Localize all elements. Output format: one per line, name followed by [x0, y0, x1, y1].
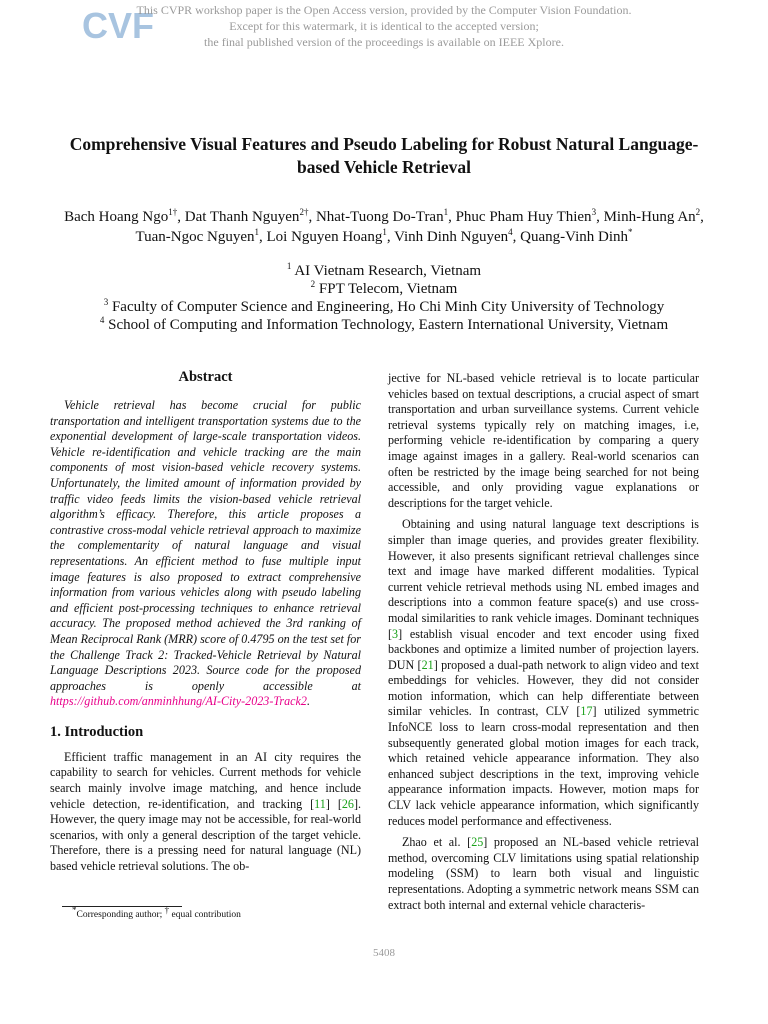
affiliation-mark: 4 — [99, 315, 105, 325]
author-affiliation-mark: * — [628, 227, 633, 237]
affiliation-text: School of Computing and Information Technology, Eastern International University, Vietnam — [108, 317, 669, 333]
citation-link[interactable]: 11 — [314, 796, 326, 811]
body-paragraph — [388, 517, 699, 829]
author-separator: , — [596, 209, 604, 225]
abstract-body — [50, 398, 361, 710]
author-name: Dat Thanh Nguyen — [184, 209, 300, 225]
source-code-link[interactable]: https://github.com/anminhhung/AI-City-2023-Track2 — [50, 694, 307, 709]
footnote-text: equal contribution — [169, 910, 241, 920]
citation-link[interactable]: 21 — [421, 657, 434, 672]
paper-title: Comprehensive Visual Features and Pseudo Labeling for Robust Natural Language-based Vehicle Retrieval — [69, 134, 699, 177]
author-affiliation-mark: 1 — [254, 227, 260, 237]
author-name: Vinh Dinh Nguyen — [394, 229, 509, 245]
watermark-line: This CVPR workshop paper is the Open Access version, provided by the Computer Vision Foundation. — [136, 3, 632, 17]
author-affiliation-mark: 2 — [695, 207, 701, 217]
author-affiliation-mark: 1† — [168, 207, 178, 217]
author-separator: , — [700, 209, 704, 225]
affiliation-line — [60, 262, 708, 280]
body-text: ] utilized symmetric InfoNCE loss to learn cross-modal representation and then subsequently generated global motion images for each track, which retained vehicle appearance information. They also enhanced subject descriptions in the text, improving vehicle appearance information impacts. However, motion maps for CLV lack vehicle appearance information, which significantly reduces model performance and effectiveness. — [388, 704, 699, 828]
watermark — [0, 2, 768, 50]
author-affiliation-mark: 1 — [443, 207, 449, 217]
author-name: Phuc Pham Huy Thien — [455, 209, 592, 225]
right-column — [388, 371, 699, 919]
body-text: Obtaining and using natural language text descriptions is simpler than image queries, and provides greater flexibility. However, it also presents significant retrieval challenges since text and image have marked different modalities. Typical current vehicle retrieval methods using NL embed images and descriptions into a common feature space(s) and use cross-modal similarities to rank vehicle images. Dominant techniques [ — [388, 517, 699, 641]
affiliation-text: FPT Telecom, Vietnam — [318, 281, 458, 297]
author-separator: , — [512, 229, 521, 245]
affiliation-text: Faculty of Computer Science and Engineering, Ho Chi Minh City University of Technology — [111, 299, 665, 315]
author-name: Minh-Hung An — [603, 209, 696, 225]
citation-link[interactable]: 3 — [392, 626, 399, 641]
author-separator: , — [259, 229, 267, 245]
affiliation-text: AI Vietnam Research, Vietnam — [294, 263, 482, 279]
affiliation-mark: 1 — [286, 261, 292, 271]
citation-link[interactable]: 17 — [580, 704, 593, 719]
footnote-mark: * — [72, 904, 77, 915]
footnote — [72, 904, 241, 921]
abstract-end: . — [306, 694, 310, 709]
section-heading-introduction: 1. Introduction — [50, 723, 144, 740]
author-affiliation-mark: 3 — [591, 207, 597, 217]
author-name: Tuan-Ngoc Nguyen — [135, 229, 255, 245]
author-separator: , — [448, 209, 456, 225]
citation-link[interactable]: 25 — [471, 835, 484, 850]
watermark-line: Except for this watermark, it is identical to the accepted version; — [229, 19, 539, 33]
cvf-logo-text: CVF — [82, 5, 154, 46]
body-text: ] establish visual encoder and text encoder using fixed backbones and optimize a limited number of projection layers. DUN [ — [388, 626, 699, 672]
watermark-line: the final published version of the proceedings is available on IEEE Xplore. — [204, 35, 564, 49]
body-text: ] proposed a dual-path network to align video and text embeddings for vehicles. However, they did not consider motion information, which can help differentiate between similar vehicles. In contrast, CLV [ — [388, 657, 699, 719]
affiliation-line — [60, 280, 708, 298]
intro-text: Efficient traffic management in an AI city requires the capability to search for vehicles. Current methods for vehicle search mainly involve image matching, and hence include vehicle detection, re-identification, and tracking [ — [50, 749, 361, 811]
author-separator: , — [386, 229, 395, 245]
affiliation-line — [60, 316, 708, 334]
abstract-heading: Abstract — [178, 369, 233, 385]
body-text: Zhao et al. [ — [402, 835, 472, 850]
body-paragraph: jective for NL-based vehicle retrieval is to locate particular vehicles based on textual descriptions, a crucial aspect of smart transportation and urban surveillance systems. Current vehicle retrieval systems typically rely on matching images, i.e, performing vehicle re-identification by comparing a query image against images in a gallery. Real-world scenarios can often be restricted by the image being searched for not being accessible, and only providing vague explanations or descriptions for the target vehicle. — [388, 371, 699, 510]
intro-text: ]. However, the query image may not be accessible, for real-world scenarios, with only a general description of the target vehicle. Therefore, there is a pressing need for natural language (NL) based vehicle retrieval solutions. The ob- — [50, 796, 362, 874]
page-number: 5408 — [373, 947, 395, 959]
body-text: ] proposed an NL-based vehicle retrieval method, overcoming CLV limitations using spatial relationship modeling (SSM) to learn both visual and linguistic representations. Adopting a symmetric network means SSM can extract both internal and external vehicle characteris- — [388, 835, 699, 912]
body-paragraph — [388, 835, 699, 913]
abstract-paragraph — [50, 398, 361, 710]
author-separator: , — [177, 209, 185, 225]
affiliation-mark: 2 — [310, 279, 316, 289]
author-name: Loi Nguyen Hoang — [266, 229, 383, 245]
affiliation-list — [60, 262, 708, 334]
affiliation-mark: 3 — [103, 297, 109, 307]
intro-paragraph — [50, 750, 361, 875]
footnote-mark: † — [164, 904, 170, 915]
citation-link[interactable]: 26 — [341, 796, 354, 811]
intro-text: ] [ — [325, 796, 342, 811]
author-name: Nhat-Tuong Do-Tran — [315, 209, 444, 225]
author-list — [50, 207, 718, 247]
footnote-text: Corresponding author; — [76, 910, 165, 920]
author-name: Bach Hoang Ngo — [64, 209, 169, 225]
left-column — [50, 366, 361, 881]
author-affiliation-mark: 4 — [508, 227, 513, 237]
abstract-text: Vehicle retrieval has become crucial for public transportation and intelligent transportation systems due to the exponential development of large-scale transportation videos. Vehicle re-identification and vehicle tracking are the main components of most vision-based vehicle recovery systems. Unfortunately, the limited amount of information provided by traffic video feeds limits the vision-based vehicle retrieval algorithm’s efficacy. Therefore, this article proposes a contrastive cross-modal vehicle retrieval approach to maximize the complementarity of natural language and visual representations. An efficient method to fuse multiple input image features is also proposed to extract comprehensive information from various vehicles along with pseudo labeling and efficient post-processing techniques to enhance retrieval accuracy. The proposed method achieved the 3rd ranking of Mean Reciprocal Rank (MRR) score of 0.4795 on the test set for the Challenge Track 2: Tracked-Vehicle Retrieval by Natural Language Descriptions 2023. Source code for the proposed approaches is openly accessible at — [50, 398, 361, 693]
author-name: Quang-Vinh Dinh — [520, 229, 628, 245]
author-separator: , — [308, 209, 316, 225]
author-affiliation-mark: 1 — [382, 227, 387, 237]
affiliation-line — [60, 298, 708, 316]
author-affiliation-mark: 2† — [299, 207, 309, 217]
